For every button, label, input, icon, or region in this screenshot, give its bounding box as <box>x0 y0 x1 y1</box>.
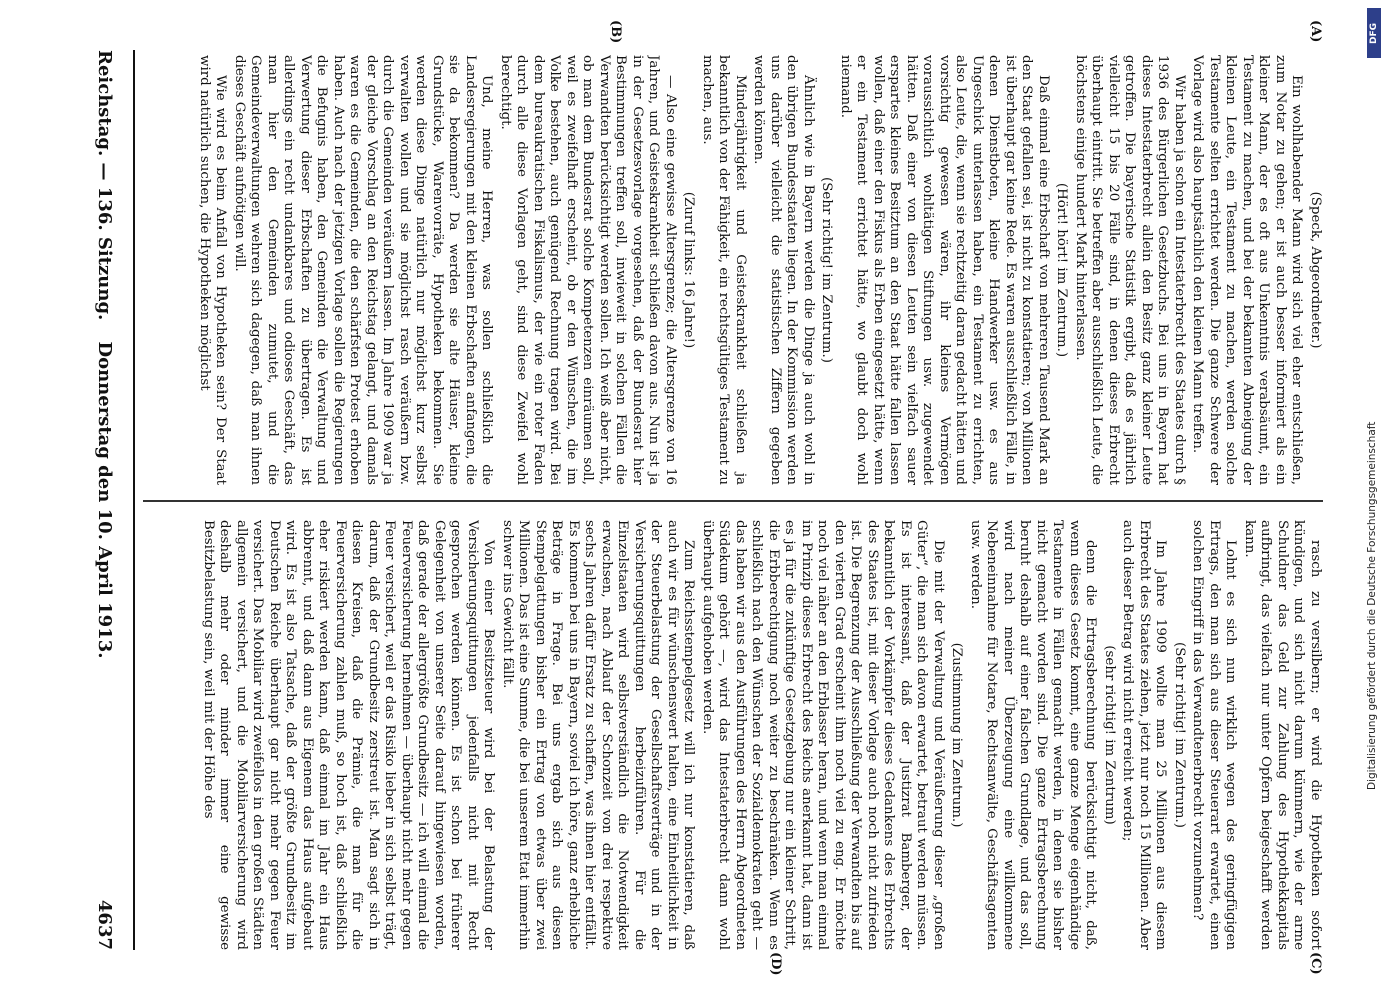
paragraph: Minderjährigkeit und Geisteskrankheit schließen ja bekanntlich von der Fähigkeit, ein rechtsgültiges Testament zu machen, aus. <box>700 55 748 485</box>
header-rule <box>133 50 135 950</box>
right-column-body <box>200 520 1324 950</box>
header-left: Reichstag. — 136. Sitzung. <box>94 50 115 321</box>
header-date: Donnerstag den 10. April 1913. <box>94 341 115 659</box>
paragraph: Wir haben ja schon ein Intestaterbrecht des Staates durch § 1936 des Bürgerlichen Gesetzbuchs. Bei uns in Bayern hat dieses Intestaterbrecht allein den Besitz ganz kleiner Leute getroffen. Die bayerische Statistik ergibt, daß es jährlich vielleicht 15 bis 20 Fälle sind, in denen dieses Erbrecht überhaupt eintritt. Sie betreffen aber ausschließlich Leute, die höchstens einige hundert Mark hinterlassen. <box>1073 55 1187 485</box>
paragraph: Zum Reichsstempelgesetz will ich nur konstatieren, daß auch wir es für wünschenswert halten, eine Einheitlichkeit in der Steuerbelastung der Gesellschaftsverträge und in der Versicherungsquittungen herbeizuführen. Für die Einzelstaaten wird selbstverständlich die Notwendigkeit erwachsen, nach Ablauf der Schonzeit von drei respektive sechs Jahren dafür Ersatz zu schaffen, was ihnen hier entfällt. Es kommen bei uns in Bayern, soviel ich höre, ganz erhebliche Beträge in Frage. Bei uns ergab sich aus diesen Stempelgattungen bisher ein Ertrag von etwas über zwei Millionen. Das ist eine Summe, die bei unserem Etat immerhin schwer ins Gewicht fällt. <box>500 520 697 950</box>
paragraph: Daß einmal eine Erbschaft von mehreren Tausend Mark an den Staat gefallen sei, ist nicht zu konstatieren; von Millionen ist überhaupt gar keine Rede. Es waren ausschließlich Fälle, in denen Dienstboten, kleine Handwerker usw. es aus Ungeschick unterlassen haben, ein Testament zu errichten, also Leute, die, wenn sie rechtzeitig daran gedacht hätten und vorsichtig gewesen wären, ihr kleines Vermögen voraussichtlich wohltätigen Stiftungen usw. zugewendet hätten. Daß einer von diesen Leuten sein vielfach sauer erspartes kleines Besitztum an den Staat hätte fallen lassen wollen, daß einer den Fiskus als Erben eingesetzt hätte, wenn er ein Testament errichtet hätte, wo glaubt doch wohl niemand. <box>838 55 1051 485</box>
paragraph: Die mit der Verwaltung und Veräußerung dieser „großen Güter“, die man sich davon erwartet, betraut werden müssen. Es ist interessant, daß der Justizrat Bamberger, der bekanntlich der Vorkämpfer dieses Gedankens des Erbrechts des Staates ist, mit dieser Vorlage auch noch nicht zufrieden ist. Die Begrenzung der Ausschließung der Verwandten bis auf den vierten Grad erscheint ihm noch viel zu eng. Er möchte noch viel näher an den Erblasser heran, und wenn man einmal im Prinzip dieses Erbrecht des Reichs anerkannt hat, dann ist es ja für die zukünftige Gesetzgebung nur ein kleiner Schritt, die Erbberechtigung noch weiter zu beschränken. Wenn es schließlich nach den Wünschen der Sozialdemokraten geht — das haben wir aus den Ausführungen des Herrn Abgeordneten Südekum gehört —, wird das Intestaterbrecht dann wohl überhaupt aufgehoben werden. <box>700 520 946 950</box>
paragraph: (Zustimmung im Zentrum.) <box>949 642 965 828</box>
paragraph: denn die Ertragsberechnung berücksichtigt nicht, daß, wenn dieses Gesetz kommt, eine ganze Menge eigenhändige Testamente in Fällen gemacht werden, in denen sie bisher nicht gemacht worden sind. Die ganze Ertragsberechnung beruht deshalb auf einer falschen Grundlage, und das soll, wird nach meiner Überzeugung eine willkommene Nebeneinnahme für Notare, Rechtsanwälte, Geschäftsagenten usw. werden. <box>968 520 1099 950</box>
paragraph: (Hört! hört! im Zentrum.) <box>1054 182 1070 358</box>
paragraph: Im Jahre 1909 wollte man 25 Millionen aus diesem Erbrecht des Staates ziehen, jetzt nur noch 15 Millionen. Aber auch dieser Betrag wird nicht erreicht werden; <box>1120 520 1169 950</box>
dfg-badge: DFG <box>1367 8 1381 58</box>
left-column <box>143 55 1323 485</box>
paragraph: Ein wohlhabender Mann wird sich viel eher entschließen, zum Notar zu gehen; er ist auch besser informiert als ein kleiner Mann, der es oft aus Unkenntnis verabsäumt, ein Testament zu machen, und bei der bekannten Abneigung der kleinen Leute, ein Testament zu machen, werden solche Testamente selten errichtet werden. Die ganze Schwere der Vorlage wird also hauptsächlich den kleinen Mann treffen. <box>1190 55 1305 485</box>
left-column-body <box>196 55 1305 485</box>
paragraph: (Zuruf links: 16 Jahre!) <box>681 191 697 349</box>
page-header <box>87 50 121 950</box>
paragraph: Und, meine Herren, was sollen schließlich die Landesregierungen mit den kleinen Erbschaften anfangen, die sie da bekommen? Da werden sie alte Häuser, kleine Grundstücke, Warenvorräte, Hypotheken bekommen. Sie werden diese Dinge natürlich nur möglichst kurz selbst verwalten wollen und sie möglichst rasch veräußern bzw. durch die Gemeinden veräußern lassen. Im Jahre 1909 war ja der gleiche Vorschlag an den Reichstag gelangt, und damals waren es die Gemeinden, die den schärfsten Protest erhoben haben. Auch nach der jetzigen Vorlage sollen die Regierungen die Befugnis haben, den Gemeinden die Verwaltung und Verwertung dieser Erbschaften zu übertragen. Es ist allerdings ein recht undankbares und odioses Geschäft, das man hier den Gemeinden zumutet, und die Gemeindeverwaltungen wehren sich dagegen, daß man ihnen dieses Geschäft aufnötigen will. <box>232 55 495 485</box>
page-number: 4637 <box>94 899 115 950</box>
margin-marker-b: (B) <box>608 20 623 44</box>
paragraph: rasch zu versilbern; er wird die Hypotheken sofort kündigen, und sich nicht darum kümmern, wie der arme Schuldner das Geld zur Zahlung des Hypothekkapitals aufbringt, das vielfach nur unter Opfern beigeschafft werden kann. <box>1242 520 1323 950</box>
paragraph: Von einer Besitzsteuer wird bei der Belastung der Versicherungsquittungen jedenfalls nicht mit Recht gesprochen werden können. Es ist schon bei früherer Gelegenheit von unserer Seite darauf hingewiesen worden, daß gerade der allergrößte Grundbesitz — ich will einmal die Feuerversicherung hernehmen — überhaupt nicht mehr gegen Feuer versichert, weil er das Risiko lieber in sich selbst trägt, darum, daß der Grundbesitz zerstreut ist. Man sagt sich in diesen Kreisen, daß die Prämie, die man für die Feuerversicherung zahlen muß, so hoch ist, daß schließlich eher riskiert werden kann, daß einmal im Jahr ein Haus abbrennt, und daß dann aus Eigenem das Haus aufgebaut wird. Es ist also Tatsache, daß der größte Grundbesitz im Deutschen Reiche überhaupt gar nicht mehr gegen Feuer versichert. Das Mobiliar wird zweifellos in den großen Städten allgemein versichert, und die Mobiliarversicherung wird deshalb mehr oder minder immer eine gewisse Besitzbelastung sein, weil mit der Höhe des <box>201 520 497 950</box>
paragraph: Wie wird es beim Anfall von Hypotheken sein? Der Staat wird natürlich suchen, die Hypotheken möglichst <box>197 55 229 485</box>
paragraph: (Sehr richtig! im Zentrum.) <box>1172 642 1187 828</box>
paragraph: Ähnlich wie in Bayern werden die Dinge ja auch wohl in den übrigen Bundesstaaten liegen. In der Kommission werden uns darüber vielleicht die statistischen Ziffern gegeben werden können. <box>751 55 816 485</box>
right-column <box>143 520 1323 950</box>
paragraph: — Also eine gewisse Altersgrenze; die Altersgrenze von 16 Jahren, und Geisteskrankheit schließen davon aus. Nun ist ja in der Gesetzesvorlage vorgesehen, daß der Bundesrat hier Bestimmungen treffen soll, inwieweit in solchen Fällen die Verwandten berücksichtigt werden sollen. Ich weiß aber nicht, ob man dem Bundesrat solche Kompetenzen einräumen soll, weil es zweifelhaft erscheint, ob er den Wünschen, die im Volke bestehen, auch genügend Rechnung tragen wird. Bei dem bureaukratischen Fiskalismus, der wie ein roter Faden durch alle diese Vorlagen geht, sind diese Zweifel wohl berechtigt. <box>498 55 678 485</box>
digitization-credit: Digitalisierung gefördert durch die Deutsche Forschungsgemeinschaft <box>1366 421 1378 790</box>
paragraph: (sehr richtig! im Zentrum) <box>1102 645 1117 825</box>
margin-marker-d: (D) <box>768 952 783 976</box>
speaker-label: (Speck, Abgeordneter.) <box>1308 191 1323 349</box>
paragraph: Lohnt es sich nun wirklich wegen des geringfügigen Ertrags, den man sich aus dieser Steuerart erwartet, einen solchen Eingriff in das Verwandtenerbrecht vorzunehmen? <box>1190 520 1239 950</box>
paragraph: (Sehr richtig! im Zentrum.) <box>819 177 835 363</box>
margin-marker-a: (A) <box>1308 20 1323 43</box>
margin-marker-c: (C) <box>1308 952 1323 975</box>
column-divider <box>143 500 1323 502</box>
